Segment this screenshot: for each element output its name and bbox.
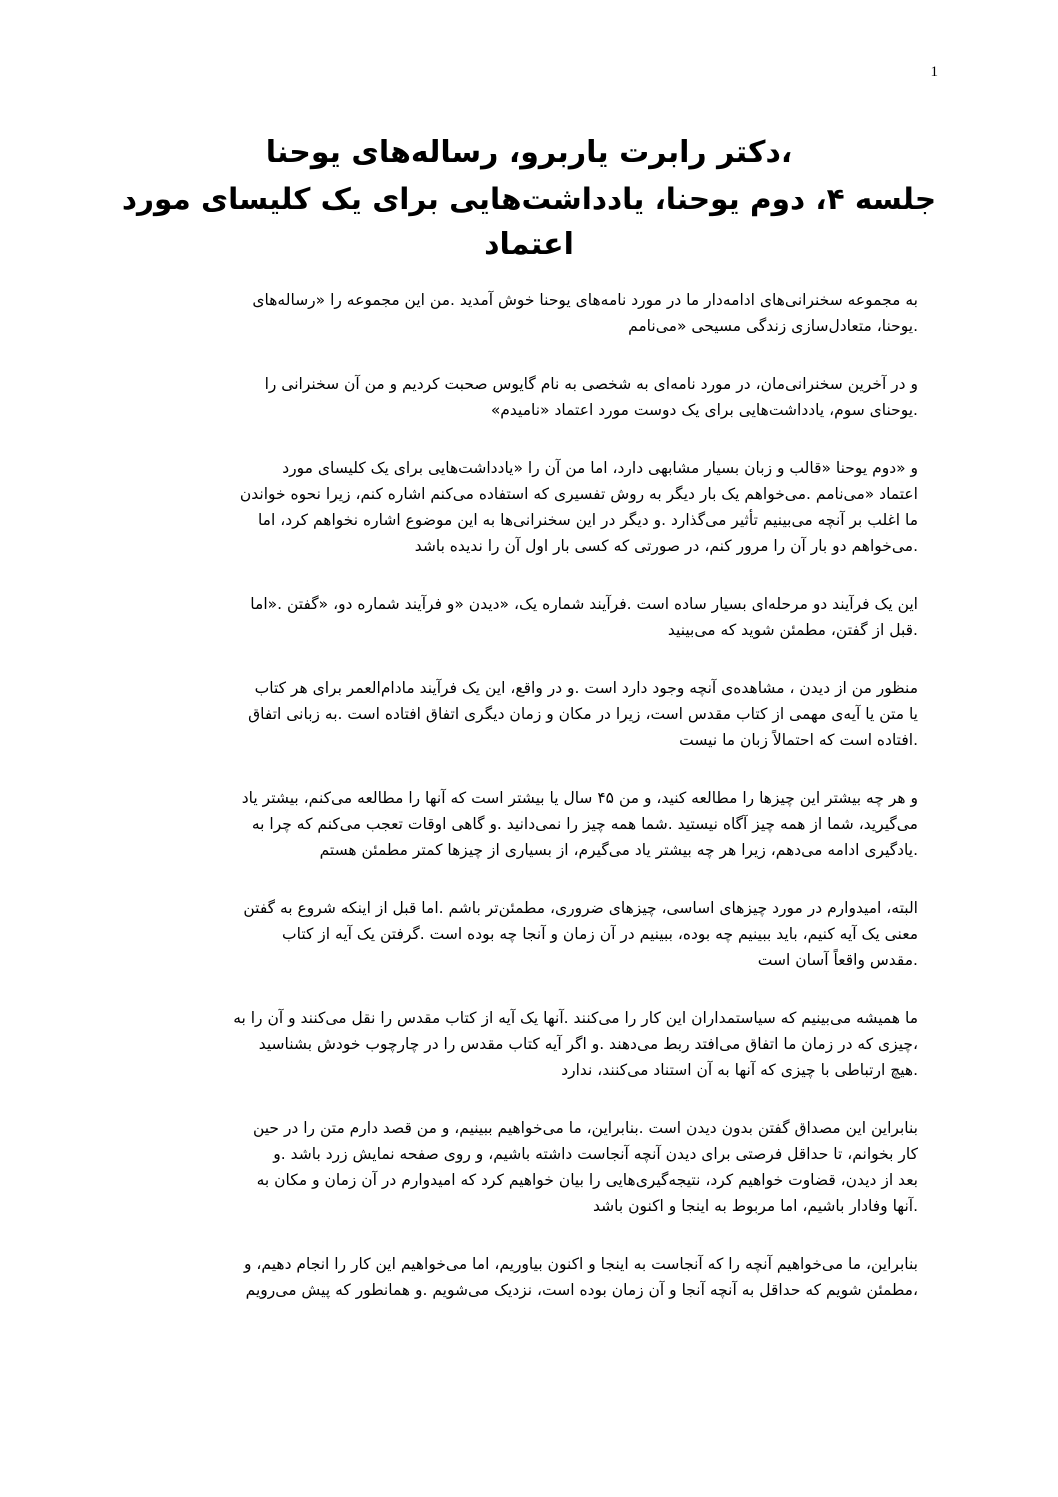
paragraph-line: .یوحنا، متعادل‌سازی زندگی مسیحی «می‌نامم <box>628 317 918 335</box>
paragraph-line: ،مطمئن شویم که حداقل به آنچه آنجا و آن زمان بوده است، نزدیک می‌شویم .و همانطور که پیش می‌رویم <box>245 1281 918 1299</box>
paragraph-line: .هیچ ارتباطی با چیزی که آنها به آن استناد می‌کنند، ندارد <box>561 1061 918 1079</box>
paragraph <box>128 785 918 863</box>
paragraph <box>128 675 918 753</box>
paragraph-line: .می‌خواهم دو بار آن را مرور کنم، در صورتی که کسی بار اول آن را ندیده باشد <box>414 537 918 555</box>
paragraph-line: ما همیشه می‌بینیم که سیاستمداران این کار را می‌کنند .آنها یک آیه از کتاب مقدس را نقل می‌کنند و آن را به <box>233 1009 918 1027</box>
paragraph <box>128 287 918 339</box>
paragraph-line: البته، امیدوارم در مورد چیزهای اساسی، چیزهای ضروری، مطمئن‌تر باشم .اما قبل از اینکه شروع به گفتن <box>243 899 918 917</box>
paragraph <box>128 1251 918 1303</box>
paragraph-line: و «دوم یوحنا «قالب و زبان بسیار مشابهی دارد، اما من آن را «یادداشت‌هایی برای یک کلیسای مورد <box>282 459 918 477</box>
paragraph-line: می‌گیرید، شما از همه چیز آگاه نیستید .شما همه چیز را نمی‌دانید .و گاهی اوقات تعجب می‌کنم که چرا به <box>251 815 918 833</box>
page-title <box>120 130 938 268</box>
paragraph-line: بنابراین این مصداق گفتن بدون دیدن است .بنابراین، ما می‌خواهیم ببینیم، و من قصد دارم متن را در حین <box>252 1119 918 1137</box>
paragraph-line: .افتاده است که احتمالاً زبان ما نیست <box>679 731 918 749</box>
paragraph-line: و در آخرین سخنرانی‌مان، در مورد نامه‌ای به شخصی به نام گایوس صحبت کردیم و من آن سخنرانی را <box>264 375 918 393</box>
paragraph <box>128 1115 918 1219</box>
paragraph <box>128 895 918 973</box>
document-body <box>128 287 918 1335</box>
paragraph-line: و هر چه بیشتر این چیزها را مطالعه کنید، و من ۴۵ سال یا بیشتر است که آنها را مطالعه می‌کنم، بیشتر یاد <box>241 789 918 807</box>
paragraph-line: بعد از دیدن، قضاوت خواهیم کرد، نتیجه‌گیری‌هایی را بیان خواهیم کرد که امیدوارم در آن زمان و مکان به <box>256 1171 918 1189</box>
title-line: جلسه ۴، دوم یوحنا، یادداشت‌هایی برای یک کلیسای مورد <box>121 182 937 216</box>
page-number: 1 <box>930 64 938 80</box>
paragraph-line: اعتماد «می‌نامم .می‌خواهم یک بار دیگر به روش تفسیری که استفاده می‌کنم اشاره کنم، زیرا نحوه خواندن <box>239 485 918 503</box>
paragraph-line: .قبل از گفتن، مطمئن شوید که می‌بینید <box>667 621 918 639</box>
paragraph-line: .مقدس واقعاً آسان است <box>757 951 918 969</box>
paragraph-line: یا متن یا آیه‌ی مهمی از کتاب مقدس است، زیرا در مکان و زمان دیگری اتفاق افتاده است .به زبانی اتفاق <box>248 705 918 723</box>
paragraph-line: ،چیزی که در زمان ما اتفاق می‌افتد ربط می‌دهند .و اگر آیه کتاب مقدس را در چارچوب خودش بشناسید <box>258 1035 918 1053</box>
paragraph-line: کار بخوانم، تا حداقل فرصتی برای دیدن آنچه آنجاست داشته باشیم، و روی صفحه نمایش زرد باشد .و <box>273 1145 918 1163</box>
title-line: ،دکتر رابرت یاربرو، رساله‌های یوحنا <box>265 135 793 170</box>
paragraph-line: ما اغلب بر آنچه می‌بینیم تأثیر می‌گذارد .و دیگر در این سخنرانی‌ها به این موضوع اشاره نخواهم کرد، اما <box>257 511 918 529</box>
title-line: اعتماد <box>484 227 574 262</box>
paragraph-line: معنی یک آیه کنیم، باید ببینیم چه بوده، ببینیم در آن زمان و آنجا چه بوده است .گرفتن یک آیه از کتاب <box>282 925 918 943</box>
paragraph <box>128 455 918 559</box>
paragraph-line: .یوحنای سوم، یادداشت‌هایی برای یک دوست مورد اعتماد «نامیدم» <box>490 401 918 419</box>
paragraph-line: بنابراین، ما می‌خواهیم آنچه را که آنجاست به اینجا و اکنون بیاوریم، اما می‌خواهیم این کار را انجام دهیم، و <box>243 1255 918 1273</box>
paragraph <box>128 591 918 643</box>
paragraph-line: .یادگیری ادامه می‌دهم، زیرا هر چه بیشتر یاد می‌گیرم، از بسیاری از چیزها کمتر مطمئن هستم <box>319 841 918 859</box>
paragraph-line: .آنها وفادار باشیم، اما مربوط به اینجا و اکنون باشد <box>593 1197 918 1215</box>
paragraph <box>128 1005 918 1083</box>
paragraph-line: به مجموعه سخنرانی‌های ادامه‌دار ما در مورد نامه‌های یوحنا خوش آمدید .من این مجموعه را «رساله‌های <box>252 291 918 309</box>
paragraph-line: منظور من از دیدن ، مشاهده‌ی آنچه وجود دارد است .و در واقع، این یک فرآیند مادام‌العمر برای هر کتاب <box>254 679 918 697</box>
paragraph-line: این یک فرآیند دو مرحله‌ای بسیار ساده است .فرآیند شماره یک، «دیدن «و فرآیند شماره دو، «گفتن .«اما <box>250 595 918 613</box>
paragraph <box>128 371 918 423</box>
